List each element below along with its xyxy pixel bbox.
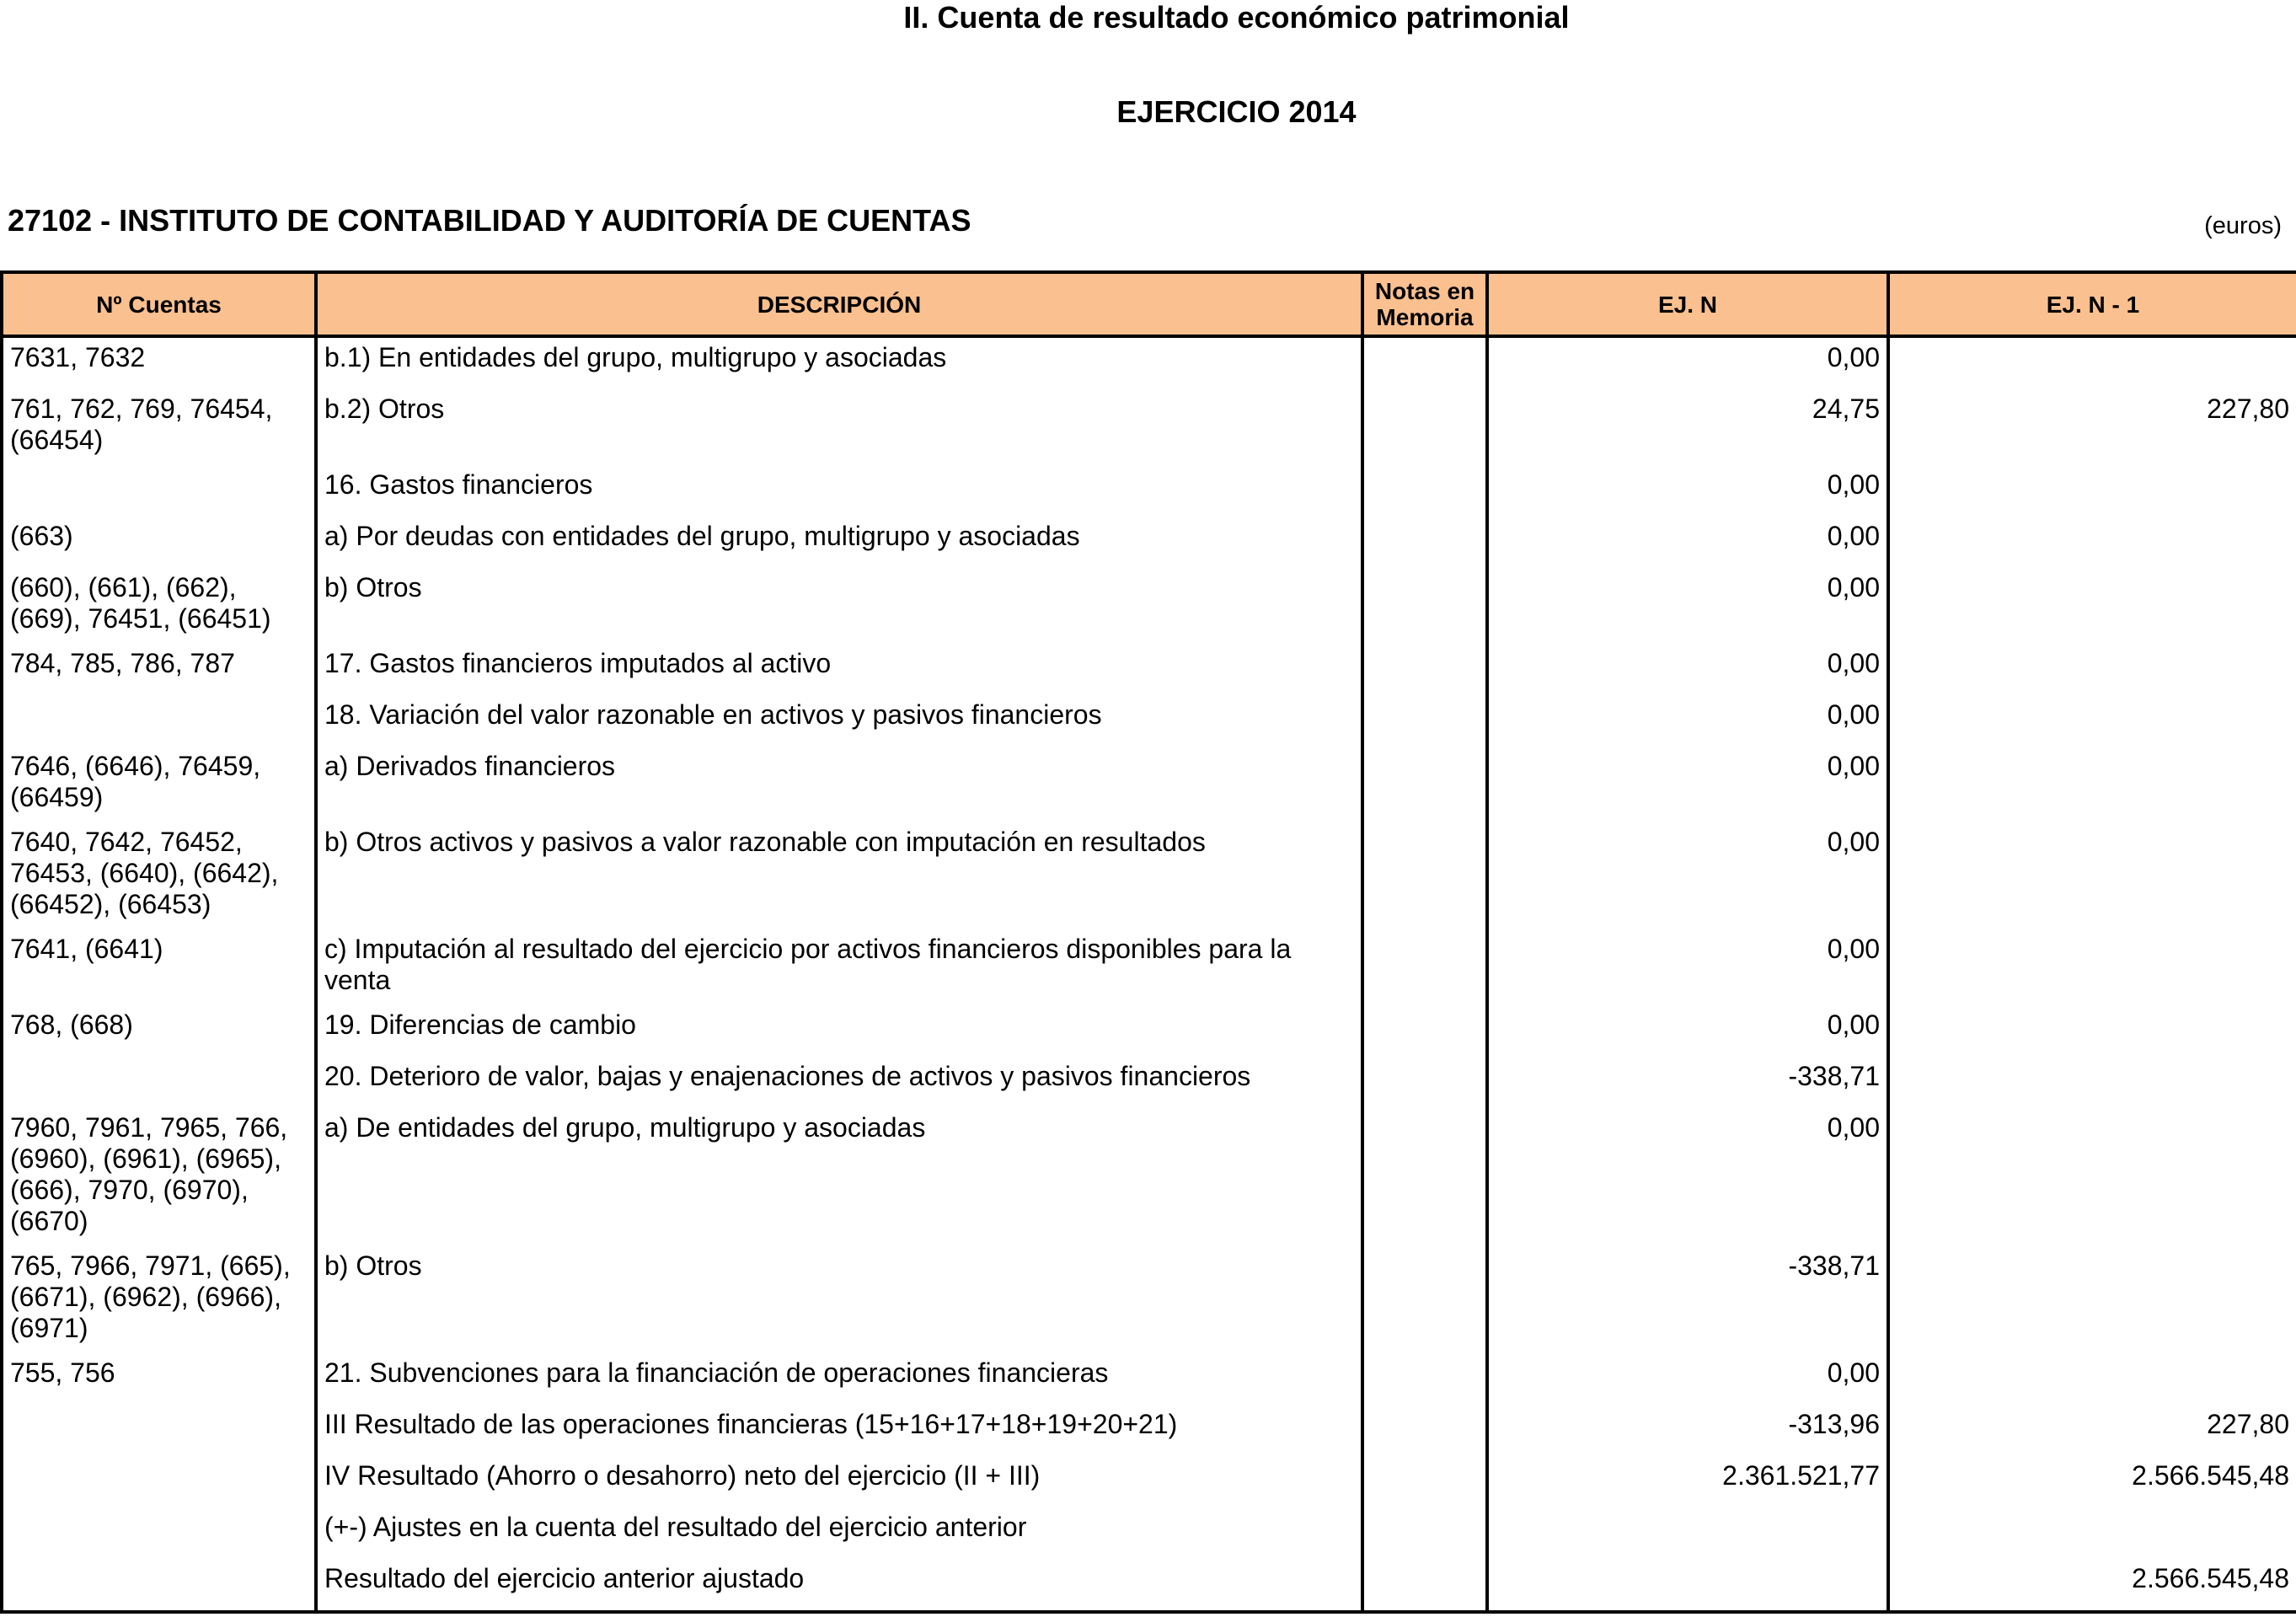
fiscal-year: EJERCICIO 2014 — [1116, 94, 1357, 129]
ej-n-cell: 0,00 — [1487, 747, 1888, 822]
description-cell: 16. Gastos financieros — [316, 465, 1362, 517]
ej-n-cell: 0,00 — [1487, 644, 1888, 695]
notes-cell — [1362, 1057, 1487, 1108]
ej-n-cell: 2.361.521,77 — [1487, 1456, 1888, 1507]
currency-units: (euros) — [2204, 212, 2282, 239]
accounts-cell: 7631, 7632 — [2, 336, 316, 389]
notes-cell — [1362, 1559, 1487, 1612]
ej-n-cell: 0,00 — [1487, 695, 1888, 747]
ej-n-cell — [1487, 1559, 1888, 1612]
accounts-cell — [2, 1456, 316, 1507]
description-cell: 20. Deterioro de valor, bajas y enajenaciones de activos y pasivos financieros — [316, 1057, 1362, 1108]
ej-n-cell: -338,71 — [1487, 1057, 1888, 1108]
table-header-row — [2, 272, 2296, 336]
table-row — [2, 389, 2296, 465]
notes-cell — [1362, 929, 1487, 1005]
accounts-cell: 7640, 7642, 76452, 76453, (6640), (6642), (66452), (66453) — [2, 822, 316, 929]
notes-cell — [1362, 1246, 1487, 1353]
ej-n1-cell — [1888, 644, 2296, 695]
ej-n1-cell: 227,80 — [1888, 1405, 2296, 1456]
notes-cell — [1362, 747, 1487, 822]
ej-n-cell: 0,00 — [1487, 822, 1888, 929]
table-row — [2, 644, 2296, 695]
accounts-cell — [2, 695, 316, 747]
accounts-cell — [2, 1559, 316, 1612]
description-cell: b) Otros — [316, 1246, 1362, 1353]
description-cell: a) Derivados financieros — [316, 747, 1362, 822]
ej-n-cell: -338,71 — [1487, 1246, 1888, 1353]
ej-n-cell: 0,00 — [1487, 1108, 1888, 1246]
accounts-cell: 784, 785, 786, 787 — [2, 644, 316, 695]
table-row — [2, 465, 2296, 517]
notes-cell — [1362, 517, 1487, 568]
notes-cell — [1362, 1456, 1487, 1507]
accounts-cell: (663) — [2, 517, 316, 568]
table-row — [2, 1456, 2296, 1507]
notes-cell — [1362, 1507, 1487, 1559]
description-cell: III Resultado de las operaciones financieras (15+16+17+18+19+20+21) — [316, 1405, 1362, 1456]
description-cell: b) Otros — [316, 568, 1362, 644]
description-cell: c) Imputación al resultado del ejercicio por activos financieros disponibles para la venta — [316, 929, 1362, 1005]
ej-n-cell: -313,96 — [1487, 1405, 1888, 1456]
results-table — [0, 270, 2296, 1614]
description-cell: 19. Diferencias de cambio — [316, 1005, 1362, 1057]
notes-cell — [1362, 336, 1487, 389]
ej-n1-cell — [1888, 747, 2296, 822]
ej-n1-cell: 227,80 — [1888, 389, 2296, 465]
description-cell: a) De entidades del grupo, multigrupo y asociadas — [316, 1108, 1362, 1246]
ej-n-cell: 0,00 — [1487, 517, 1888, 568]
accounts-cell: 761, 762, 769, 76454, (66454) — [2, 389, 316, 465]
column-header-ej-n: EJ. N — [1487, 272, 1888, 336]
description-cell: IV Resultado (Ahorro o desahorro) neto del ejercicio (II + III) — [316, 1456, 1362, 1507]
accounts-cell: 7960, 7961, 7965, 766, (6960), (6961), (6965), (666), 7970, (6970), (6670) — [2, 1108, 316, 1246]
ej-n-cell: 0,00 — [1487, 1005, 1888, 1057]
ej-n1-cell — [1888, 929, 2296, 1005]
description-cell: a) Por deudas con entidades del grupo, multigrupo y asociadas — [316, 517, 1362, 568]
accounts-cell: 765, 7966, 7971, (665), (6671), (6962), (6966), (6971) — [2, 1246, 316, 1353]
ej-n1-cell — [1888, 336, 2296, 389]
ej-n1-cell — [1888, 1246, 2296, 1353]
ej-n1-cell — [1888, 517, 2296, 568]
accounts-cell — [2, 1405, 316, 1456]
table-row — [2, 929, 2296, 1005]
table-row — [2, 517, 2296, 568]
ej-n1-cell — [1888, 1507, 2296, 1559]
report-title: II. Cuenta de resultado económico patrimonial — [903, 0, 1570, 35]
accounts-cell — [2, 1507, 316, 1559]
accounts-cell — [2, 465, 316, 517]
table-row — [2, 1057, 2296, 1108]
ej-n-cell: 24,75 — [1487, 389, 1888, 465]
table-row — [2, 1559, 2296, 1612]
notes-cell — [1362, 1108, 1487, 1246]
ej-n1-cell — [1888, 1005, 2296, 1057]
column-header-accounts: Nº Cuentas — [2, 272, 316, 336]
notes-cell — [1362, 1005, 1487, 1057]
table-row — [2, 747, 2296, 822]
description-cell: 21. Subvenciones para la financiación de operaciones financieras — [316, 1353, 1362, 1405]
table-row — [2, 1353, 2296, 1405]
ej-n-cell: 0,00 — [1487, 1353, 1888, 1405]
notes-cell — [1362, 1405, 1487, 1456]
ej-n1-cell — [1888, 1353, 2296, 1405]
table-row — [2, 1005, 2296, 1057]
notes-cell — [1362, 695, 1487, 747]
ej-n1-cell: 2.566.545,48 — [1888, 1559, 2296, 1612]
accounts-cell: 7646, (6646), 76459, (66459) — [2, 747, 316, 822]
ej-n-cell: 0,00 — [1487, 568, 1888, 644]
ej-n-cell: 0,00 — [1487, 465, 1888, 517]
ej-n1-cell — [1888, 822, 2296, 929]
table-row — [2, 1507, 2296, 1559]
ej-n1-cell — [1888, 1108, 2296, 1246]
notes-cell — [1362, 644, 1487, 695]
accounts-cell — [2, 1057, 316, 1108]
ej-n1-cell — [1888, 1057, 2296, 1108]
table-row — [2, 1246, 2296, 1353]
table-row — [2, 695, 2296, 747]
ej-n-cell — [1487, 1507, 1888, 1559]
ej-n1-cell: 2.566.545,48 — [1888, 1456, 2296, 1507]
description-cell: b.2) Otros — [316, 389, 1362, 465]
entity-name: 27102 - INSTITUTO DE CONTABILIDAD Y AUDITORÍA DE CUENTAS — [8, 203, 971, 238]
column-header-ej-n1: EJ. N - 1 — [1888, 272, 2296, 336]
description-cell: b) Otros activos y pasivos a valor razonable con imputación en resultados — [316, 822, 1362, 929]
ej-n-cell: 0,00 — [1487, 336, 1888, 389]
accounts-cell: 755, 756 — [2, 1353, 316, 1405]
column-header-description: DESCRIPCIÓN — [316, 272, 1362, 336]
column-header-notes: Notas en Memoria — [1362, 272, 1487, 336]
accounts-cell: (660), (661), (662), (669), 76451, (66451) — [2, 568, 316, 644]
table-row — [2, 1405, 2296, 1456]
accounts-cell: 7641, (6641) — [2, 929, 316, 1005]
ej-n-cell: 0,00 — [1487, 929, 1888, 1005]
notes-cell — [1362, 465, 1487, 517]
description-cell: b.1) En entidades del grupo, multigrupo y asociadas — [316, 336, 1362, 389]
ej-n1-cell — [1888, 568, 2296, 644]
notes-cell — [1362, 822, 1487, 929]
description-cell: (+-) Ajustes en la cuenta del resultado del ejercicio anterior — [316, 1507, 1362, 1559]
description-cell: Resultado del ejercicio anterior ajustado — [316, 1559, 1362, 1612]
ej-n1-cell — [1888, 695, 2296, 747]
description-cell: 18. Variación del valor razonable en activos y pasivos financieros — [316, 695, 1362, 747]
table-row — [2, 568, 2296, 644]
notes-cell — [1362, 568, 1487, 644]
table-row — [2, 822, 2296, 929]
accounts-cell: 768, (668) — [2, 1005, 316, 1057]
description-cell: 17. Gastos financieros imputados al activo — [316, 644, 1362, 695]
table-row — [2, 336, 2296, 389]
notes-cell — [1362, 1353, 1487, 1405]
notes-cell — [1362, 389, 1487, 465]
ej-n1-cell — [1888, 465, 2296, 517]
table-row — [2, 1108, 2296, 1246]
